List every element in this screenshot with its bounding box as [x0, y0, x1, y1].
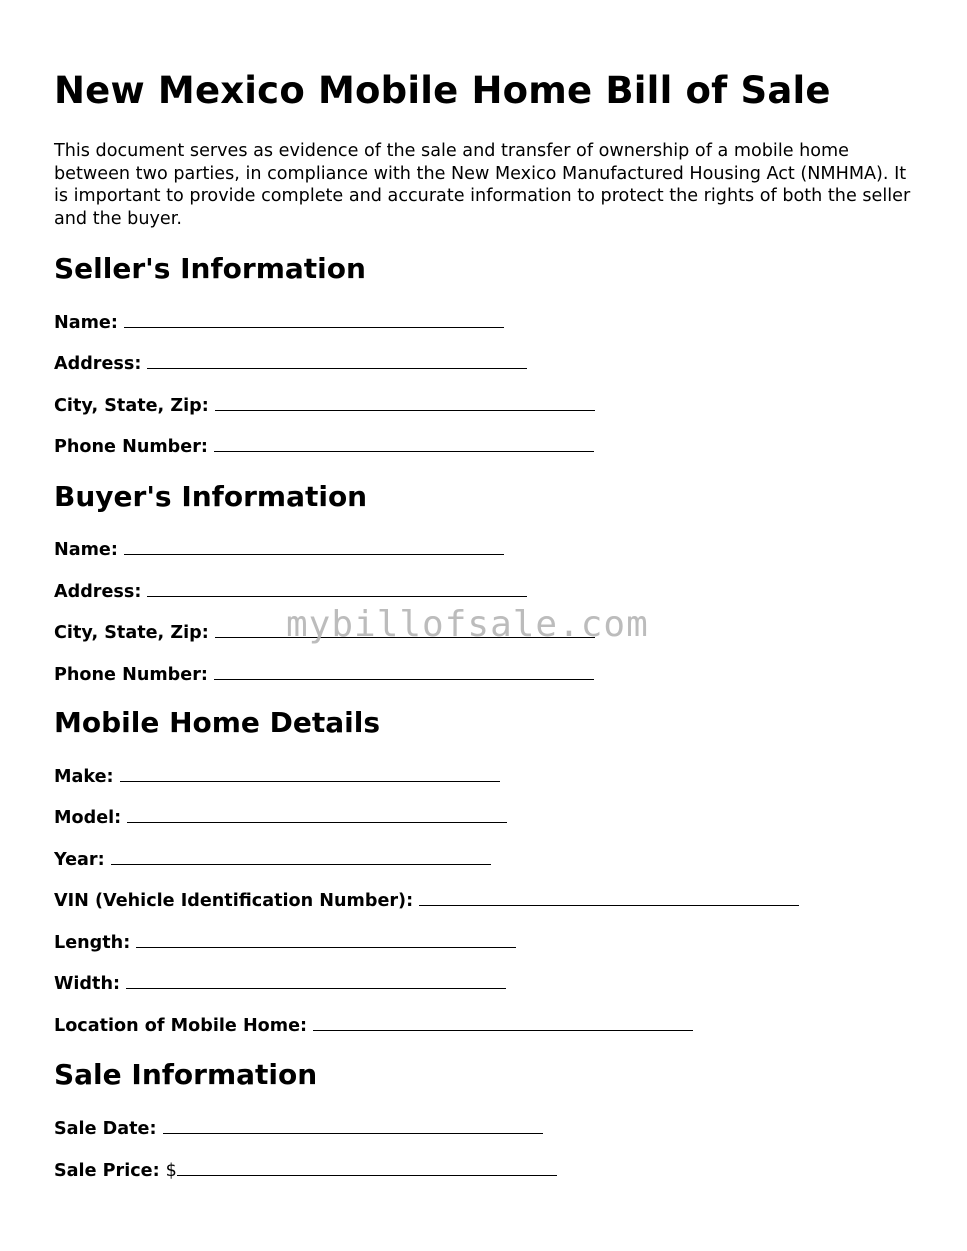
field-label: VIN (Vehicle Identification Number):: [54, 891, 414, 911]
buyer-phone-field[interactable]: [54, 663, 594, 686]
seller-section-heading: Seller's Information: [54, 252, 366, 285]
field-label: Address:: [54, 582, 142, 602]
home-make-field[interactable]: [54, 765, 500, 788]
document-title: New Mexico Mobile Home Bill of Sale: [54, 69, 831, 112]
sale-section-heading: Sale Information: [54, 1058, 318, 1091]
blank-line[interactable]: [214, 435, 594, 452]
field-label: Name:: [54, 313, 118, 333]
field-label: Location of Mobile Home:: [54, 1016, 308, 1036]
home-vin-field[interactable]: [54, 889, 799, 912]
blank-line[interactable]: [147, 580, 527, 597]
field-label: Model:: [54, 808, 122, 828]
blank-line[interactable]: [120, 765, 500, 782]
field-label: Length:: [54, 933, 131, 953]
blank-line[interactable]: [177, 1159, 557, 1176]
home-section-heading: Mobile Home Details: [54, 706, 381, 739]
field-label: City, State, Zip:: [54, 623, 209, 643]
blank-line[interactable]: [215, 394, 595, 411]
seller-city-state-zip-field[interactable]: [54, 394, 595, 417]
sale-price-field[interactable]: [54, 1159, 557, 1182]
field-label: Address:: [54, 354, 142, 374]
field-label: Phone Number:: [54, 437, 208, 457]
field-label: Sale Date:: [54, 1119, 157, 1139]
home-location-field[interactable]: [54, 1014, 693, 1037]
field-label: Phone Number:: [54, 665, 208, 685]
intro-paragraph: This document serves as evidence of the sale and transfer of ownership of a mobile home between two parties, in compliance with the New Mexico Manufactured Housing Act (NMHMA). It is important to provide complete and accurate information to protect the rights of both the seller and the buyer.: [54, 141, 911, 229]
field-label: Width:: [54, 974, 121, 994]
field-label: Make:: [54, 767, 114, 787]
field-label: Sale Price:: [54, 1161, 160, 1181]
buyer-section-heading: Buyer's Information: [54, 480, 368, 513]
blank-line[interactable]: [126, 972, 506, 989]
home-year-field[interactable]: [54, 848, 491, 871]
blank-line[interactable]: [127, 806, 507, 823]
blank-line[interactable]: [163, 1117, 543, 1134]
blank-line[interactable]: [124, 538, 504, 555]
seller-phone-field[interactable]: [54, 435, 594, 458]
blank-line[interactable]: [136, 931, 516, 948]
field-label: City, State, Zip:: [54, 396, 209, 416]
field-label: Name:: [54, 540, 118, 560]
home-width-field[interactable]: [54, 972, 506, 995]
home-length-field[interactable]: [54, 931, 516, 954]
blank-line[interactable]: [419, 889, 799, 906]
field-label: Year:: [54, 850, 105, 870]
blank-line[interactable]: [147, 352, 527, 369]
watermark: mybillofsale.com: [286, 604, 649, 645]
blank-line[interactable]: [214, 663, 594, 680]
seller-name-field[interactable]: [54, 311, 504, 334]
seller-address-field[interactable]: [54, 352, 527, 375]
blank-line[interactable]: [124, 311, 504, 328]
blank-line[interactable]: [313, 1014, 693, 1031]
blank-line[interactable]: [111, 848, 491, 865]
home-model-field[interactable]: [54, 806, 507, 829]
buyer-name-field[interactable]: [54, 538, 504, 561]
sale-date-field[interactable]: [54, 1117, 543, 1140]
buyer-address-field[interactable]: [54, 580, 527, 603]
currency-symbol: $: [165, 1161, 177, 1181]
